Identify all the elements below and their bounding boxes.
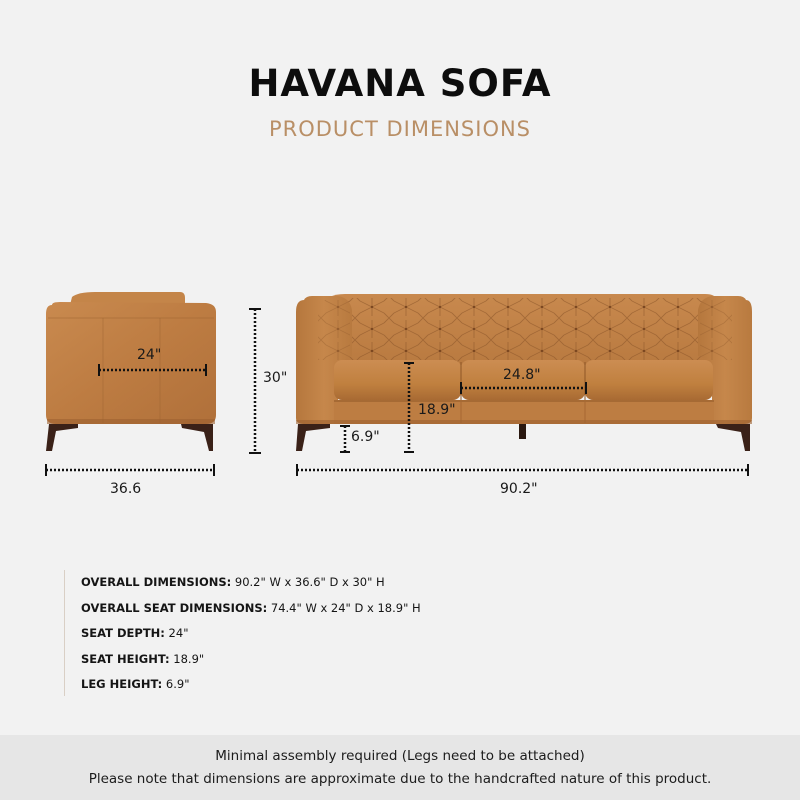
spec-value: 90.2" W x 36.6" D x 30" H	[231, 575, 385, 589]
spec-list	[64, 570, 421, 696]
side-seat-depth-label: 24"	[137, 347, 162, 363]
assembly-note: Minimal assembly required (Legs need to be attached)	[215, 748, 585, 764]
leg-height-line	[340, 426, 350, 452]
spec-seat-height	[81, 647, 421, 673]
side-overall-depth-label: 36.6	[110, 481, 142, 497]
spec-seat-depth	[81, 621, 421, 647]
page-subtitle: PRODUCT DIMENSIONS	[268, 117, 532, 141]
sofa-side-view	[46, 292, 216, 451]
page-title: HAVANA SOFA	[248, 62, 552, 105]
spec-key: SEAT DEPTH:	[81, 626, 165, 640]
footer-note	[0, 735, 800, 800]
spec-value: 74.4" W x 24" D x 18.9" H	[267, 600, 421, 615]
spec-key: SEAT HEIGHT:	[81, 651, 170, 666]
spec-value: 24"	[164, 626, 189, 640]
overall-width-label: 90.2"	[500, 481, 538, 497]
spec-key: LEG HEIGHT:	[81, 677, 163, 691]
spec-leg-height	[81, 672, 421, 698]
overall-width-line	[297, 464, 748, 476]
spec-overall-dimensions	[81, 570, 421, 596]
seat-width-label: 24.8"	[503, 367, 541, 383]
spec-key: OVERALL DIMENSIONS:	[81, 575, 232, 589]
leg-height-label: 6.9"	[351, 429, 380, 445]
spec-value: 6.9"	[162, 677, 190, 691]
spec-key: OVERALL SEAT DIMENSIONS:	[81, 600, 268, 615]
side-overall-depth-line	[46, 464, 214, 476]
overall-height-line	[249, 309, 261, 453]
spec-value: 18.9"	[169, 651, 205, 666]
seat-height-label: 18.9"	[418, 402, 456, 418]
disclaimer-note: Please note that dimensions are approximate due to the handcrafted nature of this product.	[88, 771, 712, 787]
spec-overall-seat-dimensions	[81, 596, 421, 622]
overall-height-label: 30"	[263, 370, 288, 386]
